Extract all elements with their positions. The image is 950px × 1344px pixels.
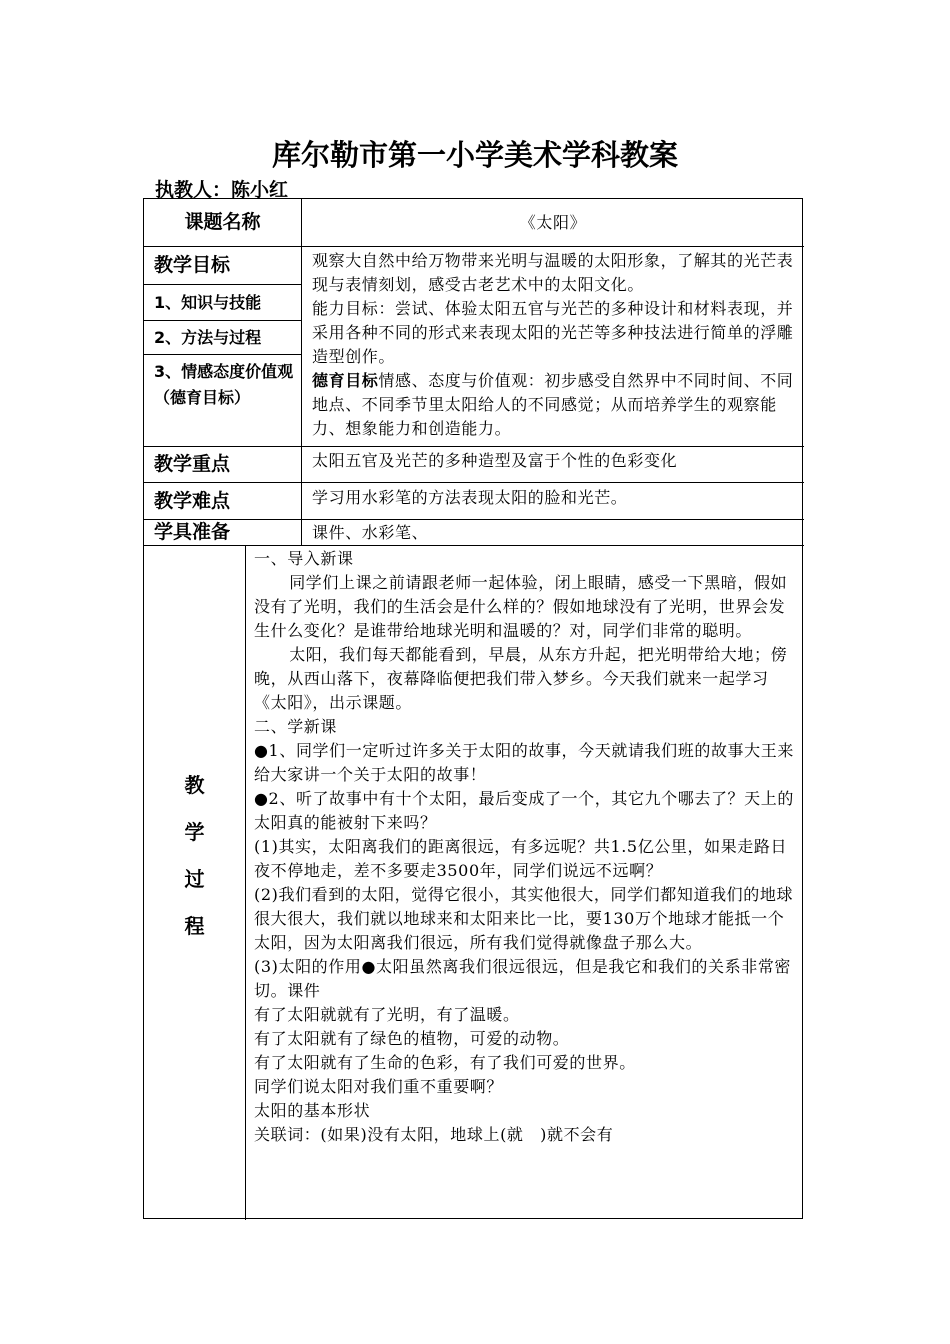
process-paragraph: 太阳，我们每天都能看到，早晨，从东方升起，把光明带给大地；傍晚，从西山落下，夜幕降临便把我们带入梦乡。今天我们就来一起学习《太阳》，出示课题。 (254, 645, 788, 712)
process-paragraph: (1)其实，太阳离我们的距离很远，有多远呢？共1.5亿公里，如果走路日夜不停地走，差不多要走3500年，同学们说远不远啊？ (254, 837, 788, 880)
knowledge-label: 1、知识与技能 (154, 293, 262, 312)
emotion-label: 3、情感态度价值观（德育目标） (154, 362, 294, 407)
process-paragraph: 关联词：(如果)没有太阳，地球上(就 )就不会有 (254, 1125, 614, 1144)
goal-knowledge-text: 观察大自然中给万物带来光明与温暖的太阳形象，了解其的光芒表现与表情刻划，感受古老艺术中的太阳文化。 (312, 251, 794, 294)
process-paragraph: 有了太阳就有了生命的色彩，有了我们可爱的世界。 (254, 1053, 636, 1072)
process-paragraph: ●2、听了故事中有十个太阳，最后变成了一个，其它九个哪去了？天上的太阳真的能被射下来吗？ (254, 789, 794, 832)
key-label: 教学重点 (154, 453, 231, 475)
process-paragraph: (3)太阳的作用●太阳虽然离我们很远很远，但是我它和我们的关系非常密切。课件 (254, 957, 792, 1000)
process-label-char: 程 (184, 914, 205, 938)
process-label-char: 过 (184, 867, 205, 891)
lesson-table (143, 198, 803, 1219)
topic-label: 课题名称 (184, 211, 261, 233)
process-paragraph: 同学们说太阳对我们重不重要啊？ (254, 1077, 504, 1096)
difficulty-label: 教学难点 (154, 490, 231, 512)
teacher-name: 执教人：陈小红 (155, 179, 289, 201)
process-paragraph: ●1、同学们一定听过许多关于太阳的故事，今天就请我们班的故事大王来给大家讲一个关于太阳的故事！ (254, 741, 794, 784)
process-paragraph: 有了太阳就就有了光明，有了温暖。 (254, 1005, 520, 1024)
difficulty-value: 学习用水彩笔的方法表现太阳的脸和光芒。 (312, 488, 628, 507)
topic-value: 《太阳》 (519, 213, 587, 232)
document-title: 库尔勒市第一小学美术学科教案 (271, 138, 678, 172)
materials-label: 学具准备 (154, 521, 231, 543)
goal-ability-text: 能力目标：尝试、体验太阳五官与光芒的多种设计和材料表现，并采用各种不同的形式来表现太阳的光芒等多种技法进行简单的浮雕造型创作。 (312, 299, 794, 366)
materials-value: 课件、水彩笔、 (312, 523, 429, 542)
moral-goal-heading: 德育目标 (312, 371, 379, 390)
process-paragraph: 一、导入新课 (254, 549, 354, 568)
process-label (144, 769, 245, 957)
moral-goal-body: 情感、态度与价值观：初步感受自然界中不同时间、不同地点、不同季节里太阳给人的不同感觉；从而培养学生的观察能力、想象能力和创造能力。 (312, 371, 794, 438)
process-body (254, 547, 799, 1147)
process-paragraph: 二、学新课 (254, 717, 338, 736)
method-label: 2、方法与过程 (154, 328, 262, 347)
process-paragraph: 太阳的基本形状 (254, 1101, 371, 1120)
goal-moral-text (312, 369, 798, 441)
process-label-char: 教 (184, 773, 205, 797)
goal-label: 教学目标 (154, 254, 231, 276)
process-paragraph: 有了太阳就有了绿色的植物，可爱的动物。 (254, 1029, 570, 1048)
goals-text (312, 249, 798, 441)
process-paragraph: 同学们上课之前请跟老师一起体验，闭上眼睛，感受一下黑暗，假如没有了光明，我们的生活会是什么样的？假如地球没有了光明，世界会发生什么变化？是谁带给地球光明和温暖的？对，同学们非常的聪明。 (254, 573, 788, 640)
process-label-char: 学 (184, 820, 205, 844)
process-paragraph: (2)我们看到的太阳，觉得它很小，其实他很大，同学们都知道我们的地球很大很大，我们就以地球来和太阳来比一比，要130万个地球才能抵一个太阳，因为太阳离我们很远，所有我们觉得就像盘子那么大。 (254, 885, 794, 952)
key-value: 太阳五官及光芒的多种造型及富于个性的色彩变化 (312, 451, 678, 470)
